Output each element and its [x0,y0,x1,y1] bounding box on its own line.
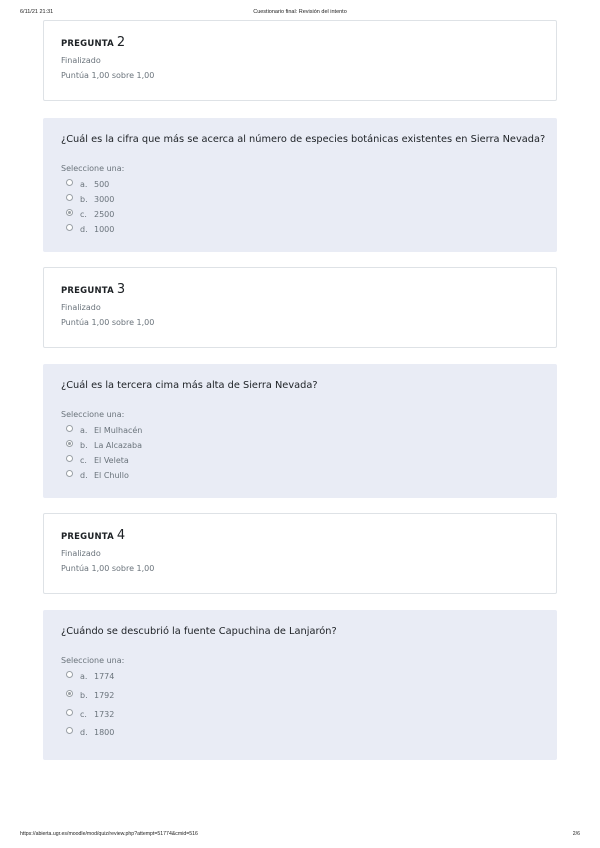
option-label: El Chullo [94,470,129,480]
option-letter: c. [80,209,87,219]
answer-option[interactable] [66,671,114,681]
question-content-card [43,118,557,252]
question-state: Finalizado [61,303,101,312]
option-letter: a. [80,425,88,435]
option-letter: a. [80,671,88,681]
question-heading [61,282,539,297]
question-grade: Puntúa 1,00 sobre 1,00 [61,564,155,573]
radio-button-selected[interactable] [66,209,73,216]
question-state: Finalizado [61,56,101,65]
option-label: 1792 [94,690,115,700]
question-number: 4 [116,528,126,543]
option-letter: b. [80,440,88,450]
answer-option[interactable] [66,470,129,480]
question-info-card [43,513,557,594]
radio-button[interactable] [66,671,73,678]
question-heading [61,35,539,50]
print-url[interactable]: https://abierta.ugr.es/moodle/mod/quiz/review.php?attempt=51774&cmid=516 [20,831,198,837]
answer-option[interactable] [66,179,109,189]
answer-option[interactable] [66,425,142,435]
question-text: ¿Cuándo se descubrió la fuente Capuchina de Lanjarón? [61,626,337,637]
question-text: ¿Cuál es la cifra que más se acerca al número de especies botánicas existentes en Sierra Nevada? [61,134,546,145]
option-letter: d. [80,727,88,737]
answer-option[interactable] [66,690,114,700]
question-grade: Puntúa 1,00 sobre 1,00 [61,71,155,80]
question-heading [61,528,539,543]
answer-prompt: Seleccione una: [61,410,125,419]
radio-button[interactable] [66,727,73,734]
question-info-card [43,20,557,101]
question-number: 2 [116,35,126,50]
radio-button[interactable] [66,179,73,186]
answer-prompt: Seleccione una: [61,656,125,665]
option-label: El Mulhacén [94,425,143,435]
answer-option[interactable] [66,727,114,737]
option-label: 1774 [94,671,115,681]
answer-option[interactable] [66,455,129,465]
option-letter: d. [80,224,88,234]
answer-option[interactable] [66,224,114,234]
radio-button-selected[interactable] [66,690,73,697]
option-label: 3000 [94,194,115,204]
answer-option[interactable] [66,194,114,204]
option-letter: c. [80,709,87,719]
option-label: La Alcazaba [94,440,142,450]
option-letter: b. [80,690,88,700]
answer-option[interactable] [66,709,114,719]
question-grade: Puntúa 1,00 sobre 1,00 [61,318,155,327]
answer-prompt: Seleccione una: [61,164,125,173]
option-letter: d. [80,470,88,480]
question-label: PREGUNTA [61,532,114,542]
question-number: 3 [116,282,126,297]
question-content-card [43,364,557,498]
question-state: Finalizado [61,549,101,558]
radio-button[interactable] [66,425,73,432]
radio-button[interactable] [66,709,73,716]
radio-button[interactable] [66,470,73,477]
option-label: 500 [94,179,110,189]
print-title: Cuestionario final: Revisión del intento [253,9,347,15]
print-date: 6/11/21 21:31 [20,9,54,15]
radio-button[interactable] [66,224,73,231]
option-label: El Veleta [94,455,129,465]
option-letter: a. [80,179,88,189]
option-letter: c. [80,455,87,465]
question-info-card [43,267,557,348]
question-content-card [43,610,557,760]
question-label: PREGUNTA [61,39,114,49]
answer-option[interactable] [66,440,142,450]
radio-button[interactable] [66,455,73,462]
answer-option[interactable] [66,209,114,219]
question-label: PREGUNTA [61,286,114,296]
radio-button[interactable] [66,194,73,201]
option-label: 1732 [94,709,115,719]
print-footer [0,831,600,841]
option-label: 1000 [94,224,115,234]
option-label: 2500 [94,209,115,219]
page-number: 2/6 [572,831,580,837]
option-letter: b. [80,194,88,204]
option-label: 1800 [94,727,115,737]
question-text: ¿Cuál es la tercera cima más alta de Sierra Nevada? [61,380,318,391]
radio-button-selected[interactable] [66,440,73,447]
